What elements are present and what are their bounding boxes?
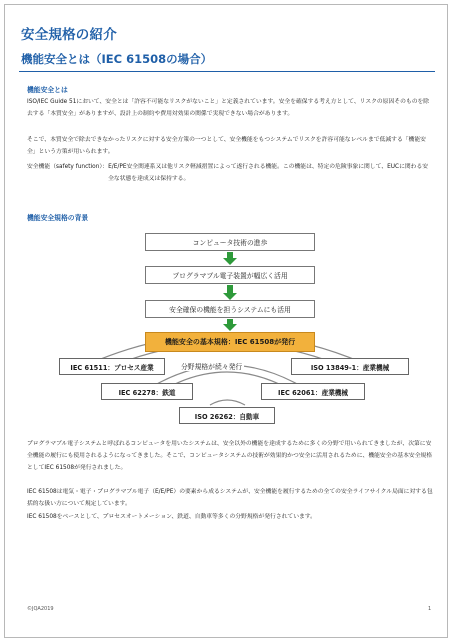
standard-iec62061: IEC 62061：産業機械 (261, 383, 365, 400)
section-heading-background: 機能安全規格の背景 (27, 214, 89, 222)
footer-copyright: ©JQA2019 (27, 606, 54, 612)
paragraph-safety-definition: ISO/IEC Guide 51において、安全とは「許容不可能なリスクがないこと」と定義されています。安全を確保する考え方として、リスクの原因そのものを除去する「本質安全」がありますが、設計上の制約や費用対効果の関係で実現できない場合があります。 (27, 99, 430, 117)
core-standard-iec61508: 機能安全の基本規格：IEC 61508が発行 (145, 332, 315, 352)
arrow-down-icon (223, 293, 237, 300)
definition-safety-function (27, 162, 433, 186)
definition-body: E/E/PE安全関連系又は他リスク軽減措置によって遂行される機能。この機能は、特定の危険事象に関して、EUCに関わる安全な状態を達成又は保持する。 (108, 164, 429, 182)
subtitle-underline (19, 71, 435, 72)
arrow-down-icon (227, 319, 233, 324)
arrow-down-icon (227, 252, 233, 258)
standard-iso26262: ISO 26262：自動車 (179, 407, 275, 424)
paragraph-background-1: プログラマブル電子システムと呼ばれるコンピュータを用いたシステムは、安全以外の機能を達成するために多くの分野で用いられてきましたが、次第に安全機能の履行にも使用されるようになってきました。そこで、コンピュータシステムの技術が効果的かつ安全に活用されるために、機能安全の基本安全規格としてIEC 61508が発行されました。 (27, 441, 433, 471)
flow-box-programmable-devices: プログラマブル電子装置が幅広く活用 (145, 266, 315, 284)
flow-box-computer-tech: コンピュータ技術の進歩 (145, 233, 315, 251)
definition-term: 安全機能（safety function）： (27, 164, 109, 170)
standard-iec61511: IEC 61511：プロセス産業 (59, 358, 165, 375)
paragraph-background-2: IEC 61508は電気・電子・プログラマブル電子（E/E/PE）の要素から成るシステムが、安全機能を履行するための全ての安全ライフサイクル局面に対する包括的な扱い方について規定しています。 (27, 489, 433, 507)
page-subtitle: 機能安全とは（IEC 61508の場合） (21, 52, 213, 66)
standard-iec62278: IEC 62278：鉄道 (101, 383, 193, 400)
footer-page-number: 1 (428, 606, 432, 612)
paragraph-background-3: IEC 61508をベースとして、プロセスオートメーション、鉄道、自動車等多くの分野規格が発行されています。 (27, 514, 316, 520)
page-title: 安全規格の紹介 (21, 27, 117, 43)
section-heading-functional-safety: 機能安全とは (27, 86, 68, 94)
standard-iso13849: ISO 13849-1：産業機械 (291, 358, 409, 375)
arrow-down-icon (223, 324, 237, 331)
flow-box-safety-systems: 安全確保の機能を担うシステムにも活用 (145, 300, 315, 318)
arc-label: 分野規格が続々発行 (181, 363, 243, 371)
arrow-down-icon (223, 258, 237, 265)
document-page (4, 4, 448, 638)
arrow-down-icon (227, 285, 233, 293)
paragraph-functional-safety: そこで、本質安全で除去できなかったリスクに対する安全方策の一つとして、安全機能をもつシステムでリスクを許容可能なレベルまで低減する「機能安全」という方策が用いられます。 (27, 137, 426, 155)
